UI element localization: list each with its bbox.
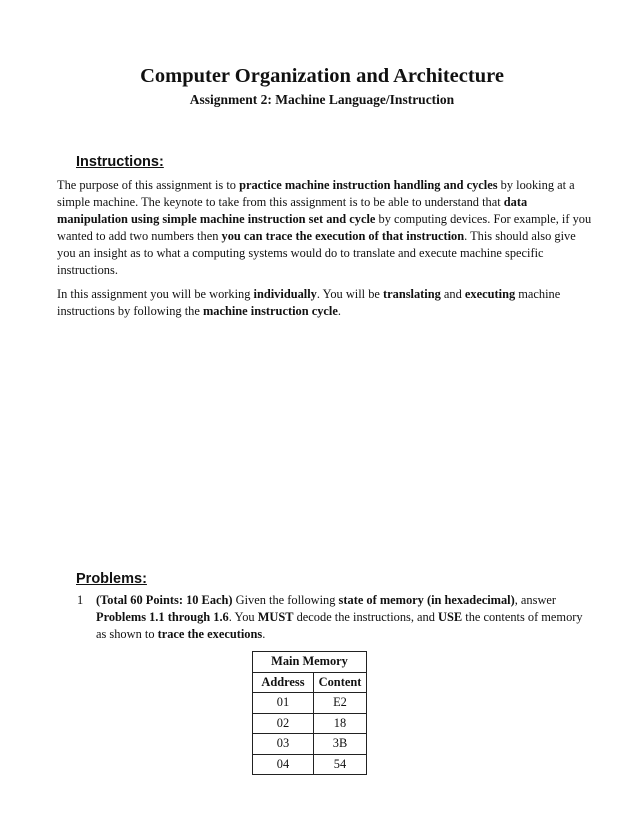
text-run: state of memory (in hexadecimal) <box>338 593 515 607</box>
text-run: decode the instructions, and <box>293 610 439 624</box>
memory-address-cell: 02 <box>253 713 314 734</box>
memory-content-cell: 54 <box>314 754 367 775</box>
memory-header-address: Address <box>253 672 314 693</box>
text-run: In this assignment you will be working <box>57 287 254 301</box>
text-run: USE <box>438 610 463 624</box>
memory-content-cell: 3B <box>314 734 367 755</box>
memory-address-cell: 03 <box>253 734 314 755</box>
text-run: . <box>337 304 341 318</box>
problem-item-text <box>96 592 592 643</box>
memory-row <box>253 734 367 755</box>
memory-header-content: Content <box>314 672 367 693</box>
document-subtitle: Assignment 2: Machine Language/Instruction <box>189 92 455 107</box>
memory-content-cell: 18 <box>314 713 367 734</box>
text-run: MUST <box>257 610 294 624</box>
memory-table-caption: Main Memory <box>253 652 367 673</box>
text-run: data manipulation using simple machine instruction set and cycle <box>57 195 528 226</box>
text-run: translating <box>383 287 441 301</box>
text-run: , answer <box>514 593 557 607</box>
text-run: Given the following <box>232 593 339 607</box>
text-run: the contents of memory as shown to <box>96 610 583 641</box>
instructions-heading: Instructions: <box>76 154 164 170</box>
instructions-paragraph-1 <box>57 177 592 279</box>
memory-row <box>253 713 367 734</box>
text-run: individually <box>253 287 317 301</box>
text-run: you can trace the execution of that instruction <box>221 229 465 243</box>
text-run: . <box>262 627 266 641</box>
memory-content-cell: E2 <box>314 693 367 714</box>
text-run: trace the executions <box>157 627 263 641</box>
memory-address-cell: 01 <box>253 693 314 714</box>
main-memory-table <box>252 651 367 775</box>
text-run: machine instructions by following the <box>57 287 561 318</box>
text-run: practice machine instruction handling and cycles <box>239 178 498 192</box>
document-title: Computer Organization and Architecture <box>140 65 504 87</box>
text-run: machine instruction cycle <box>202 304 338 318</box>
memory-row <box>253 693 367 714</box>
text-run: by looking at a simple machine. The keynote to take from this assignment is to be able to understand that <box>57 178 575 209</box>
text-run: by computing devices. For example, if you wanted to add two numbers then <box>57 212 592 243</box>
text-run: The purpose of this assignment is to <box>57 178 240 192</box>
text-run: . You <box>228 610 258 624</box>
instructions-paragraph-2 <box>57 286 592 320</box>
problem-item-number: 1 <box>77 593 84 607</box>
text-run: and <box>440 287 465 301</box>
text-run: . You will be <box>316 287 383 301</box>
memory-row <box>253 754 367 775</box>
memory-address-cell: 04 <box>253 754 314 775</box>
text-run: (Total 60 Points: 10 Each) <box>96 593 233 607</box>
text-run: executing <box>464 287 516 301</box>
text-run: . This should also give you an insight as to what a computing systems would do to translate and execute machine specific instructions. <box>57 229 576 277</box>
text-run: Problems 1.1 through 1.6 <box>96 610 229 624</box>
problem-item <box>77 592 592 643</box>
problems-heading: Problems: <box>76 571 147 587</box>
